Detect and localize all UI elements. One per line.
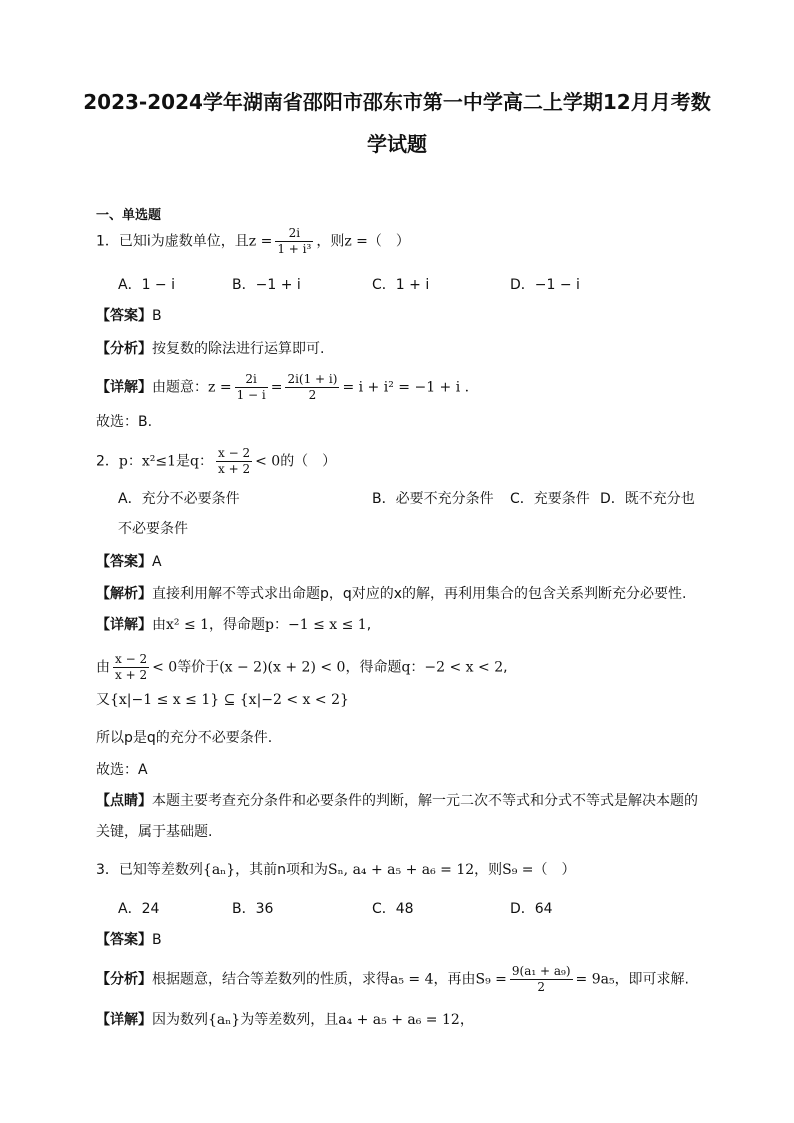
q2-detail3-text: 又 <box>96 692 110 708</box>
paper-title-line-1: 2023-2024学年湖南省邵阳市邵东市第一中学高二上学期12月月考数 <box>83 90 711 114</box>
q2-detail2-fraction-num: x − 2 <box>115 652 148 666</box>
q3-analysis-text-3: ，即可求解. <box>614 971 690 988</box>
answer-label: 【答案】 <box>96 932 152 948</box>
q2-proposition-p: p：x²≤1 <box>118 453 177 470</box>
q3-answer <box>96 930 162 950</box>
q1-fraction <box>275 226 313 257</box>
q2-detail2-fraction-den: x + 2 <box>115 668 148 682</box>
q3-detail <box>96 1010 474 1030</box>
q3-sequence: {aₙ} <box>202 862 236 878</box>
q3-s9: S₉ = <box>502 862 534 878</box>
q2-comment-2: 关键，属于基础题. <box>96 824 213 840</box>
q2-detail-3 <box>96 690 349 710</box>
q3-stem-end: （ ） <box>533 862 576 878</box>
q3-condition: Sₙ, a₄ + a₅ + a₆ = 12 <box>328 862 475 878</box>
analysis-label: 【分析】 <box>96 971 152 988</box>
q2-choose: 故选：A <box>96 762 148 778</box>
q2-proposition-q: q： <box>190 453 213 470</box>
detail-label: 【详解】 <box>96 379 152 396</box>
q1-detail-fraction-1 <box>235 372 268 403</box>
analysis-label: 【分析】 <box>96 341 152 357</box>
q2-detail-2 <box>96 652 508 683</box>
q2-detail2-ineq: < 0 <box>152 659 178 676</box>
q2-detail-math: x² ≤ 1 <box>166 617 210 633</box>
q2-detail2-text: 由 <box>96 659 110 676</box>
q3-option-a: A．24 <box>118 901 160 917</box>
q2-option-b: B．必要不充分条件 <box>372 491 494 507</box>
q2-fraction-den: x + 2 <box>218 462 251 476</box>
q2-answer <box>96 552 162 572</box>
q3-analysis-a5: a₅ = 4 <box>390 971 434 988</box>
q2-analysis <box>96 584 687 604</box>
q1-option-c: C．1 + i <box>372 277 430 293</box>
q2-detail2-text-2: 等价于 <box>177 659 220 676</box>
q2-detail-text: 由 <box>152 617 166 633</box>
q1-option-b: B．−1 + i <box>232 277 301 293</box>
q2-option-d: D．既不充分也 <box>600 491 695 507</box>
q2-detail2-comma: , <box>503 659 508 676</box>
q2-number: 2． <box>96 453 119 470</box>
q2-comment-text: 本题主要考查充分条件和必要条件的判断，解一元二次不等式和分式不等式是解决本题的 <box>152 793 698 809</box>
comment-label: 【点睛】 <box>96 793 152 809</box>
q2-detail2-text-3: ，得命题 <box>345 659 402 676</box>
q3-option-c: C．48 <box>372 901 414 917</box>
q3-analysis <box>96 964 689 995</box>
q1-stem-text-2: ，则 <box>316 233 345 250</box>
q3-detail-text-2: 为等差数列，且 <box>240 1012 339 1028</box>
q3-detail-condition: a₄ + a₅ + a₆ = 12 <box>338 1012 460 1028</box>
q3-stem-text-2: ，其前n项和为 <box>235 862 329 878</box>
q1-detail-fraction-1-num: 2i <box>235 372 268 388</box>
question-2-stem <box>96 446 336 477</box>
q2-detail2-math: (x − 2)(x + 2) < 0 <box>219 659 346 676</box>
q1-fraction-numerator: 2i <box>275 226 313 242</box>
q1-detail-fraction-2 <box>285 372 339 403</box>
q3-analysis-fraction-num: 9(a₁ + a₉) <box>511 964 571 978</box>
q3-analysis-result: = 9a₅ <box>575 971 615 988</box>
question-1-stem <box>96 226 410 257</box>
q1-detail-fraction-2-den: 2 <box>308 388 317 402</box>
q2-stem-end: 的（ ） <box>280 453 337 470</box>
q2-fraction <box>216 446 252 477</box>
section-heading-single-choice: 一、单选题 <box>96 208 162 223</box>
q1-detail-text: 由题意： <box>152 379 208 396</box>
q2-detail-text-2: ，得命题 <box>209 617 266 633</box>
q1-analysis <box>96 339 324 359</box>
q2-option-d-continued: 不必要条件 <box>118 521 188 537</box>
q2-detail-4: 所以p是q的充分不必要条件. <box>96 730 273 746</box>
paper-title-line-2: 学试题 <box>367 132 427 156</box>
question-3-stem <box>96 860 576 880</box>
q2-stem-text: 是 <box>176 453 191 470</box>
q1-detail-fraction-1-den: 1 − i <box>236 388 266 402</box>
detail-label: 【详解】 <box>96 1012 152 1028</box>
q1-option-a: A．1 − i <box>118 277 176 293</box>
q1-detail-fraction-2-num: 2i(1 + i) <box>287 372 338 386</box>
q3-option-b: B．36 <box>232 901 274 917</box>
q2-answer-value: A <box>152 554 162 570</box>
q3-answer-value: B <box>152 932 162 948</box>
q3-detail-sequence: {aₙ} <box>208 1012 241 1028</box>
q2-detail-1 <box>96 615 371 635</box>
analysis-label: 【解析】 <box>96 586 152 602</box>
q1-stem-end: z =（ ） <box>344 233 410 250</box>
answer-label: 【答案】 <box>96 554 152 570</box>
q3-stem-text-3: ，则 <box>474 862 503 878</box>
q3-analysis-text: 根据题意，结合等差数列的性质，求得 <box>152 971 390 988</box>
q3-analysis-fraction <box>510 964 573 995</box>
q2-detail3-sets: {x|−1 ≤ x ≤ 1} ⊆ {x|−2 < x < 2} <box>110 692 349 708</box>
q2-detail-comma: , <box>366 617 372 633</box>
q3-detail-comma: ， <box>459 1012 474 1028</box>
q2-detail-proposition-p: p：−1 ≤ x ≤ 1 <box>265 617 367 633</box>
q2-detail2-fraction <box>113 652 149 683</box>
q2-inequality: < 0 <box>255 453 281 470</box>
q3-analysis-s9: S₉ = <box>475 971 507 988</box>
q1-choose: 故选：B. <box>96 414 153 430</box>
q2-option-c: C．充要条件 <box>510 491 590 507</box>
q1-detail <box>96 372 469 403</box>
q1-analysis-text: 按复数的除法进行运算即可. <box>152 341 325 357</box>
q2-comment-1 <box>96 791 698 811</box>
q2-fraction-num: x − 2 <box>218 446 251 460</box>
q1-detail-equals: = <box>270 379 283 396</box>
q2-detail2-proposition-q: q：−2 < x < 2 <box>401 659 504 676</box>
q1-answer-value: B <box>152 308 162 324</box>
q1-math-z: z = <box>248 233 273 250</box>
q3-analysis-text-2: ，再由 <box>433 971 476 988</box>
q1-option-d: D．−1 − i <box>510 277 580 293</box>
q1-fraction-denominator: 1 + i³ <box>277 242 312 256</box>
q3-option-d: D．64 <box>510 901 553 917</box>
q2-option-a: A．充分不必要条件 <box>118 491 240 507</box>
q1-answer <box>96 306 162 326</box>
q1-detail-result: = i + i² = −1 + i . <box>342 379 470 396</box>
detail-label: 【详解】 <box>96 617 152 633</box>
q2-analysis-text: 直接利用解不等式求出命题p，q对应的x的解，再利用集合的包含关系判断充分必要性. <box>152 586 687 602</box>
answer-label: 【答案】 <box>96 308 152 324</box>
q1-detail-z: z = <box>208 379 232 396</box>
q3-detail-text: 因为数列 <box>152 1012 208 1028</box>
q3-analysis-fraction-den: 2 <box>537 980 546 994</box>
q1-stem-text: 1．已知i为虚数单位，且 <box>96 233 249 250</box>
q3-stem-text: 3．已知等差数列 <box>96 862 203 878</box>
